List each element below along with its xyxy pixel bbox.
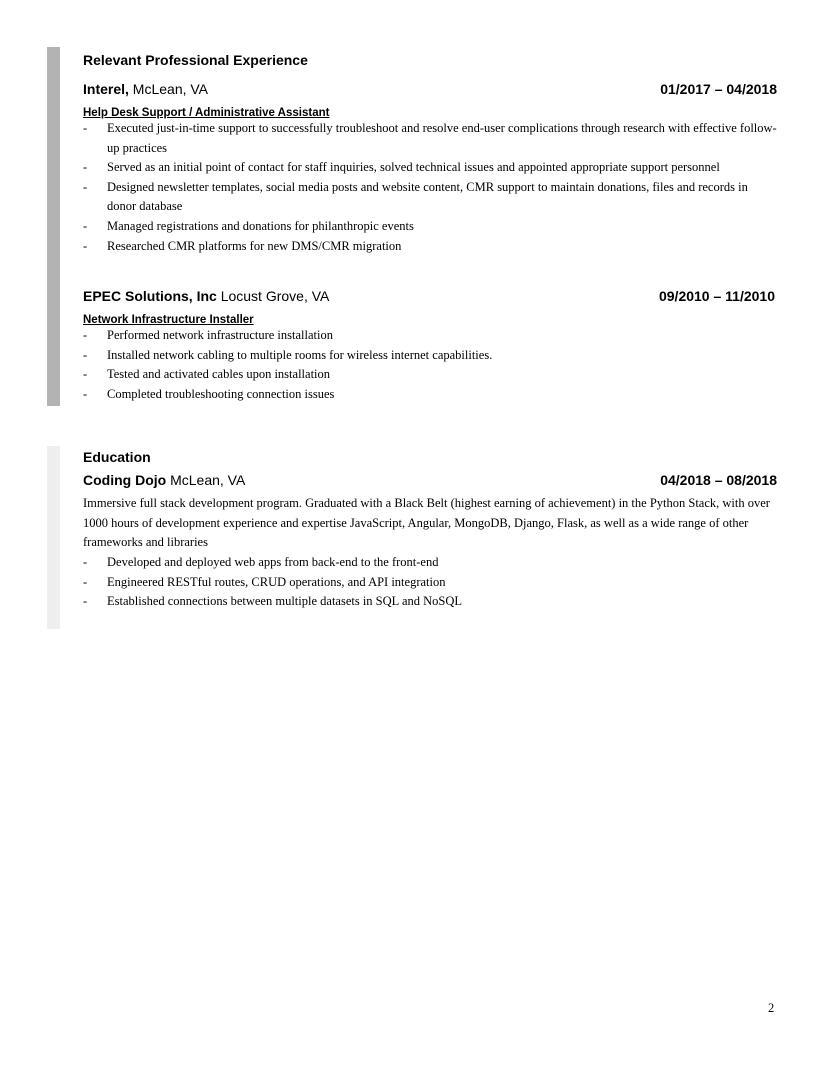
bullet-dash: -	[83, 218, 88, 233]
job-dates: 01/2017 – 04/2018	[660, 81, 777, 97]
bullet-dash: -	[83, 347, 88, 362]
job-header-interel	[83, 79, 777, 99]
bullet-dash: -	[83, 238, 88, 253]
page-number: 2	[768, 1001, 775, 1015]
list-item	[83, 178, 777, 217]
bullet-text: Executed just-in-time support to successfully troubleshoot and resolve end-user complications through research with effective follow-up practices	[107, 121, 777, 155]
job-dates: 09/2010 – 11/2010	[658, 288, 775, 304]
experience-section	[47, 47, 777, 406]
job-role: Help Desk Support / Administrative Assistant	[83, 107, 330, 119]
list-item	[83, 553, 777, 573]
education-section	[47, 446, 777, 629]
education-header	[83, 470, 777, 490]
bullet-dash: -	[83, 121, 88, 135]
bullet-text: Managed registrations and donations for philanthropic events	[107, 218, 414, 233]
school-location: McLean, VA	[170, 472, 246, 488]
bullet-text: Completed troubleshooting connection issues	[107, 386, 335, 401]
education-dates: 04/2018 – 08/2018	[660, 472, 777, 488]
list-item	[83, 217, 777, 237]
bullet-dash: -	[83, 594, 88, 609]
bullet-dash: -	[83, 555, 88, 569]
bullet-text: Served as an initial point of contact for staff inquiries, solved technical issues and appointed appropriate support personnel	[107, 160, 720, 175]
bullet-dash: -	[83, 574, 88, 589]
bullet-dash: -	[83, 367, 88, 382]
list-item	[83, 365, 777, 385]
job-company: Interel,	[83, 81, 129, 97]
job-company: EPEC Solutions, Inc	[83, 288, 217, 304]
bullet-text: Designed newsletter templates, social media posts and website content, CMR support to maintain donations, files and records in donor database	[107, 179, 748, 214]
section-accent-bar	[47, 47, 60, 406]
list-item	[83, 346, 777, 366]
job-bullets-interel	[83, 119, 777, 256]
list-item	[83, 237, 777, 257]
education-bullets	[83, 553, 777, 612]
list-item	[83, 592, 777, 612]
list-item	[83, 119, 777, 158]
job-bullets-epec	[83, 326, 777, 404]
school-name: Coding Dojo	[83, 472, 167, 488]
job-location: McLean, VA	[132, 81, 209, 97]
job-location: Locust Grove, VA	[220, 288, 330, 304]
bullet-text: Tested and activated cables upon installation	[107, 367, 331, 382]
list-item	[83, 326, 777, 346]
education-title: Education	[83, 449, 151, 465]
bullet-text: Engineered RESTful routes, CRUD operations, and API integration	[107, 574, 446, 589]
job-header-epec	[83, 286, 775, 306]
job-role: Network Infrastructure Installer	[83, 314, 254, 326]
bullet-dash: -	[83, 386, 88, 401]
bullet-text: Researched CMR platforms for new DMS/CMR migration	[107, 238, 402, 253]
bullet-text: Installed network cabling to multiple rooms for wireless internet capabilities.	[107, 347, 493, 362]
section-accent-bar	[47, 446, 60, 629]
bullet-text: Developed and deployed web apps from back-end to the front-end	[107, 555, 439, 569]
bullet-dash: -	[83, 328, 88, 342]
bullet-dash: -	[83, 179, 88, 194]
list-item	[83, 385, 777, 405]
bullet-text: Established connections between multiple datasets in SQL and NoSQL	[107, 594, 463, 609]
list-item	[83, 573, 777, 593]
list-item	[83, 158, 777, 178]
education-description: Immersive full stack development program. Graduated with a Black Belt (highest earning of achievement) in the Python Stack, with over 1000 hours of development experience and expertise JavaScript, Angular, MongoDB, Django, Flask, as well as a wide range of other frameworks and libraries	[83, 496, 770, 550]
bullet-dash: -	[83, 160, 88, 175]
bullet-text: Performed network infrastructure installation	[107, 328, 333, 342]
experience-title: Relevant Professional Experience	[83, 52, 308, 68]
